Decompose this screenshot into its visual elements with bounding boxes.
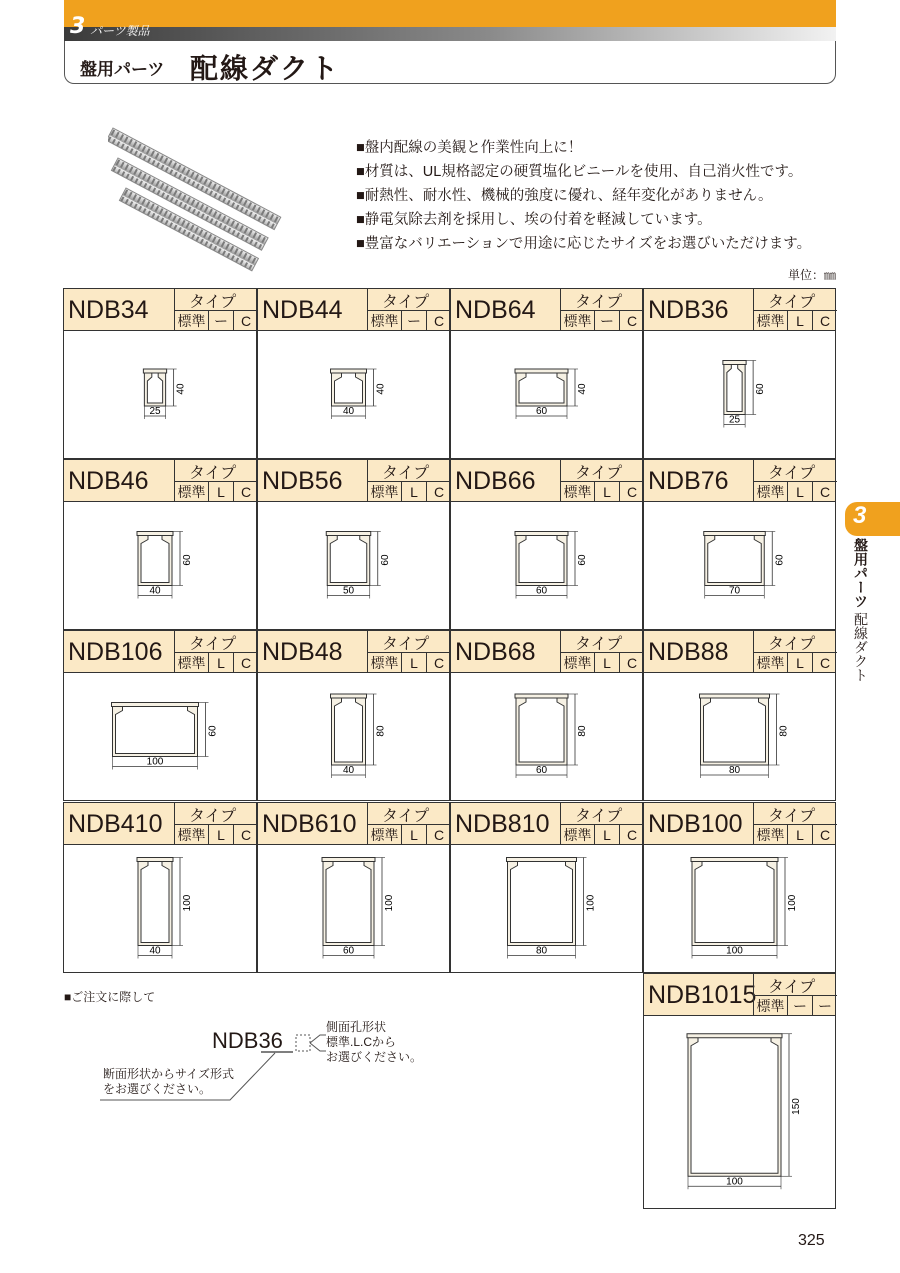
- width-label: 60: [535, 406, 548, 417]
- product-header: [450, 802, 643, 845]
- duct-profile: [508, 861, 576, 946]
- header-divider: [367, 803, 368, 846]
- height-label: 40: [375, 383, 387, 395]
- duct-profile: [516, 697, 567, 765]
- type-option-1: ー: [787, 995, 812, 1016]
- duct-lid: [507, 858, 577, 862]
- duct-profile: [144, 372, 165, 406]
- width-label: 25: [728, 414, 741, 426]
- type-option-2: ー: [812, 995, 837, 1016]
- type-label: タイプ: [189, 465, 237, 482]
- type-std-label: 標準: [367, 824, 401, 845]
- product-cell-large: [643, 973, 836, 1209]
- product-header: [257, 630, 450, 673]
- type-std-label: 標準: [560, 481, 594, 502]
- duct-cross-section: [644, 845, 837, 973]
- type-label: タイプ: [382, 808, 430, 825]
- type-option-2: C: [619, 652, 644, 673]
- width-label: 40: [149, 945, 161, 957]
- duct-profile: [701, 697, 769, 765]
- product-model: NDB100: [648, 810, 743, 838]
- order-code-example: NDB36: [212, 1028, 283, 1053]
- type-option-1: L: [401, 481, 426, 502]
- type-label: タイプ: [575, 294, 623, 311]
- feature-line: ■豊富なバリエーションで用途に応じたサイズをお選びいただけます。: [356, 236, 812, 252]
- type-label: タイプ: [768, 294, 816, 311]
- type-option-1: L: [401, 652, 426, 673]
- header-divider: [753, 631, 754, 674]
- type-option-1: L: [401, 824, 426, 845]
- height-label: 80: [375, 725, 387, 737]
- product-drawing: [643, 845, 836, 973]
- feature-line: ■材質は、UL規格認定の硬質塩化ビニールを使用、自己消火性です。: [356, 164, 803, 180]
- header-divider: [367, 460, 368, 503]
- duct-lid: [326, 532, 371, 536]
- width-label: 40: [342, 406, 355, 417]
- duct-profile: [516, 535, 567, 586]
- width-label: 25: [149, 406, 161, 417]
- header-divider: [560, 631, 561, 674]
- type-label: タイプ: [189, 636, 237, 653]
- type-label: タイプ: [768, 979, 816, 996]
- product-header: [643, 459, 836, 502]
- type-option-1: L: [594, 481, 619, 502]
- duct-lid: [322, 858, 375, 862]
- product-header: [450, 630, 643, 673]
- product-drawing: [450, 673, 643, 801]
- product-drawing: [63, 845, 257, 973]
- duct-cross-section: [644, 673, 837, 801]
- product-model: NDB64: [455, 296, 536, 324]
- duct-lid: [704, 532, 766, 536]
- product-drawing: [643, 673, 836, 801]
- product-header: [643, 630, 836, 673]
- type-option-1: L: [208, 652, 233, 673]
- product-drawing: [643, 502, 836, 630]
- duct-profile: [332, 697, 366, 765]
- duct-profile: [138, 535, 172, 586]
- duct-cross-section: [64, 331, 258, 459]
- width-label: 100: [726, 1176, 743, 1188]
- product-drawing: [63, 502, 257, 630]
- height-label: 40: [577, 383, 588, 395]
- type-std-label: 標準: [174, 481, 208, 502]
- duct-profile: [692, 861, 777, 946]
- type-option-2: C: [233, 824, 258, 845]
- type-label: タイプ: [189, 808, 237, 825]
- type-std-label: 標準: [174, 310, 208, 331]
- type-option-2: C: [426, 824, 451, 845]
- product-header: [63, 459, 257, 502]
- height-label: 60: [207, 725, 219, 737]
- product-drawing: [257, 845, 450, 973]
- type-option-2: C: [619, 824, 644, 845]
- duct-lid: [691, 858, 778, 862]
- height-label: 60: [577, 554, 588, 566]
- type-option-2: C: [812, 481, 837, 502]
- feature-line: ■耐熱性、耐水性、機械的強度に優れ、経年変化がありません。: [356, 188, 773, 204]
- width-label: 80: [728, 765, 741, 776]
- type-label: タイプ: [189, 294, 237, 311]
- type-std-label: 標準: [367, 310, 401, 331]
- header-divider: [753, 974, 754, 1017]
- header-divider: [753, 803, 754, 846]
- width-label: 100: [146, 756, 164, 768]
- type-option-2: C: [812, 310, 837, 331]
- duct-profile: [323, 861, 374, 946]
- header-bar: [64, 0, 836, 27]
- duct-profile: [516, 372, 567, 406]
- type-option-1: L: [787, 481, 812, 502]
- order-note-left: 断面形状からサイズ形式 をお選びください。: [103, 1067, 235, 1096]
- product-header: [643, 288, 836, 331]
- duct-cross-section: [451, 845, 644, 973]
- duct-lid: [687, 1034, 782, 1038]
- type-std-label: 標準: [174, 652, 208, 673]
- height-label: 60: [774, 554, 786, 566]
- height-label: 80: [577, 725, 588, 737]
- type-option-2: C: [426, 481, 451, 502]
- product-drawing: [450, 331, 643, 459]
- product-model: NDB44: [262, 296, 343, 324]
- type-std-label: 標準: [753, 652, 787, 673]
- product-model: NDB410: [68, 810, 163, 838]
- product-drawing: [257, 673, 450, 801]
- duct-cross-section: [451, 502, 644, 630]
- height-label: 60: [755, 383, 767, 395]
- product-header: [643, 973, 836, 1016]
- duct-cross-section: [64, 845, 258, 973]
- type-std-label: 標準: [367, 481, 401, 502]
- header-divider: [753, 460, 754, 503]
- height-label: 150: [791, 1098, 802, 1115]
- product-model: NDB66: [455, 467, 536, 495]
- type-option-2: C: [812, 824, 837, 845]
- header-divider: [753, 289, 754, 332]
- product-header: [257, 802, 450, 845]
- duct-profile: [327, 535, 370, 586]
- type-option-1: L: [787, 652, 812, 673]
- product-model: NDB34: [68, 296, 149, 324]
- type-label: タイプ: [382, 294, 430, 311]
- height-label: 100: [384, 894, 395, 912]
- height-label: 80: [778, 725, 790, 737]
- width-label: 80: [535, 945, 548, 957]
- header-divider: [367, 631, 368, 674]
- duct-product-image: [108, 118, 293, 273]
- duct-cross-section: [258, 502, 451, 630]
- width-label: 60: [342, 945, 355, 957]
- type-std-label: 標準: [753, 824, 787, 845]
- header-divider: [560, 460, 561, 503]
- type-label: タイプ: [768, 636, 816, 653]
- duct-cross-section: [258, 331, 451, 459]
- duct-profile: [138, 861, 172, 946]
- height-label: 100: [787, 894, 798, 912]
- type-option-2: C: [426, 310, 451, 331]
- header-title-box: [64, 41, 836, 84]
- section-number: 3: [70, 14, 86, 39]
- product-model: NDB106: [68, 638, 163, 666]
- header-divider: [174, 460, 175, 503]
- height-label: 60: [182, 554, 193, 566]
- type-std-label: 標準: [753, 310, 787, 331]
- width-label: 60: [535, 765, 548, 776]
- product-header: [63, 630, 257, 673]
- type-std-label: 標準: [753, 481, 787, 502]
- duct-cross-section: [644, 1016, 837, 1209]
- type-option-2: C: [619, 481, 644, 502]
- feature-line: ■盤内配線の美観と作業性向上に！: [356, 140, 583, 156]
- product-grid: [63, 288, 836, 973]
- type-option-1: L: [594, 652, 619, 673]
- sidebar-number: 3: [853, 502, 867, 529]
- width-label: 50: [342, 585, 355, 597]
- page-title: 配線ダクト: [190, 53, 341, 84]
- type-std-label: 標準: [560, 652, 594, 673]
- width-label: 100: [726, 945, 743, 957]
- product-drawing: [450, 502, 643, 630]
- type-option-2: C: [812, 652, 837, 673]
- product-drawing: [450, 845, 643, 973]
- product-header: [643, 802, 836, 845]
- product-model: NDB48: [262, 638, 343, 666]
- height-label: 100: [182, 894, 193, 912]
- type-option-2: C: [619, 310, 644, 331]
- duct-cross-section: [64, 502, 258, 630]
- duct-profile: [705, 535, 765, 586]
- type-option-2: C: [233, 652, 258, 673]
- type-option-1: ー: [594, 310, 619, 331]
- header-divider: [367, 289, 368, 332]
- duct-profile: [724, 364, 745, 415]
- unit-label: 単位：㎜: [788, 268, 837, 282]
- type-std-label: 標準: [174, 824, 208, 845]
- width-label: 40: [149, 585, 161, 597]
- type-std-label: 標準: [560, 824, 594, 845]
- product-header: [450, 288, 643, 331]
- type-std-label: 標準: [367, 652, 401, 673]
- product-model: NDB88: [648, 638, 729, 666]
- width-label: 70: [728, 585, 741, 597]
- type-option-2: C: [426, 652, 451, 673]
- type-label: タイプ: [768, 465, 816, 482]
- header-divider: [560, 803, 561, 846]
- feature-line: ■静電気除去剤を採用し、埃の付着を軽減しています。: [356, 212, 712, 228]
- header-gradient-strip: [64, 27, 836, 41]
- section-name: パーツ製品: [90, 24, 150, 38]
- type-label: タイプ: [382, 636, 430, 653]
- duct-cross-section: [258, 845, 451, 973]
- sidebar-item: 配線ダクト: [853, 612, 869, 682]
- product-model: NDB810: [455, 810, 550, 838]
- duct-lid: [143, 369, 166, 373]
- duct-cross-section: [258, 673, 451, 801]
- type-label: タイプ: [575, 808, 623, 825]
- type-option-1: L: [787, 824, 812, 845]
- type-option-1: L: [787, 310, 812, 331]
- product-header: [63, 288, 257, 331]
- order-note-right: 側面孔形状 標準.L.Cから お選びください。: [326, 1020, 423, 1064]
- product-model: NDB46: [68, 467, 149, 495]
- duct-profile: [332, 372, 366, 406]
- type-label: タイプ: [575, 636, 623, 653]
- product-drawing: [63, 673, 257, 801]
- product-drawing: [257, 502, 450, 630]
- type-option-1: ー: [401, 310, 426, 331]
- duct-lid: [515, 694, 568, 698]
- product-model: NDB1015: [648, 981, 757, 1009]
- type-std-label: 標準: [753, 995, 787, 1016]
- duct-lid: [331, 369, 367, 373]
- type-label: タイプ: [575, 465, 623, 482]
- duct-cross-section: [644, 331, 837, 459]
- duct-lid: [515, 532, 568, 536]
- type-option-2: C: [233, 481, 258, 502]
- product-model: NDB610: [262, 810, 357, 838]
- duct-cross-section: [644, 502, 837, 630]
- product-drawing: [643, 1016, 836, 1209]
- product-model: NDB76: [648, 467, 729, 495]
- product-drawing: [63, 331, 257, 459]
- duct-profile: [688, 1037, 781, 1177]
- height-label: 40: [175, 383, 187, 395]
- header-divider: [560, 289, 561, 332]
- header-divider: [174, 631, 175, 674]
- sidebar-category: 盤用パーツ: [853, 538, 869, 608]
- duct-cross-section: [451, 331, 644, 459]
- product-model: NDB36: [648, 296, 729, 324]
- duct-lid: [331, 694, 367, 698]
- product-header: [63, 802, 257, 845]
- duct-lid: [137, 858, 173, 862]
- product-drawing: [643, 331, 836, 459]
- product-drawing: [257, 331, 450, 459]
- duct-lid: [723, 361, 746, 365]
- page-number: 325: [798, 1232, 825, 1249]
- product-header: [257, 288, 450, 331]
- product-model: NDB56: [262, 467, 343, 495]
- duct-profile: [113, 706, 198, 757]
- type-label: タイプ: [768, 808, 816, 825]
- duct-lid: [137, 532, 173, 536]
- height-label: 60: [379, 554, 391, 566]
- duct-cross-section: [451, 673, 644, 801]
- type-label: タイプ: [382, 465, 430, 482]
- duct-lid: [515, 369, 568, 373]
- duct-lid: [700, 694, 770, 698]
- height-label: 100: [585, 894, 597, 912]
- duct-lid: [112, 703, 199, 707]
- width-label: 40: [342, 765, 355, 776]
- type-std-label: 標準: [560, 310, 594, 331]
- page-subtitle: 盤用パーツ: [80, 60, 165, 79]
- type-option-1: L: [594, 824, 619, 845]
- type-option-1: L: [208, 824, 233, 845]
- type-option-1: L: [208, 481, 233, 502]
- product-header: [450, 459, 643, 502]
- product-model: NDB68: [455, 638, 536, 666]
- order-heading: ■ご注文に際して: [64, 990, 156, 1004]
- product-header: [257, 459, 450, 502]
- width-label: 60: [535, 585, 548, 597]
- type-option-1: ー: [208, 310, 233, 331]
- type-option-2: C: [233, 310, 258, 331]
- header-divider: [174, 803, 175, 846]
- header-divider: [174, 289, 175, 332]
- duct-cross-section: [64, 673, 258, 801]
